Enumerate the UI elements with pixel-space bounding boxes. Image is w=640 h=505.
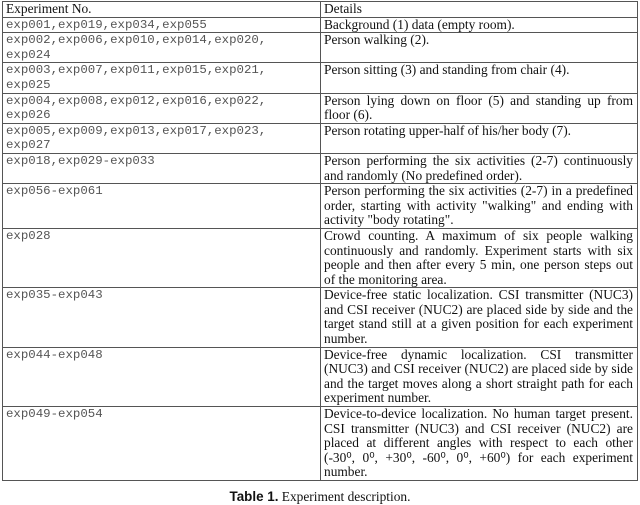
table-row: [3, 228, 638, 287]
experiment-ids: exp001,exp019,exp034,exp055: [3, 17, 321, 33]
experiment-details: Device-to-device localization. No human target present. CSI transmitter (NUC3) and CSI receiver (NUC2) are placed at different angles with respect to each other (-30⁰, 0⁰, +30⁰, -60⁰, 0⁰, +60⁰) for each experiment number.: [321, 407, 638, 481]
experiment-details: Crowd counting. A maximum of six people walking continuously and randomly. Experiment starts with six people and then after every 5 min, one person steps out of the monitoring area.: [321, 228, 638, 287]
table-row: [3, 288, 638, 347]
experiment-ids: exp028: [3, 228, 321, 287]
experiment-details: Person rotating upper-half of his/her body (7).: [321, 123, 638, 153]
table-row: [3, 153, 638, 183]
table-row: [3, 17, 638, 33]
table-caption: [2, 489, 638, 505]
caption-text: Experiment description.: [281, 489, 411, 504]
experiment-ids: exp018,exp029-exp033: [3, 153, 321, 183]
experiment-details: Background (1) data (empty room).: [321, 17, 638, 33]
experiment-details: Person walking (2).: [321, 33, 638, 63]
experiment-details: Person performing the six activities (2-7) in a predefined order, starting with activity "walking" and ending with activity "body rotating".: [321, 184, 638, 229]
experiment-ids: exp044-exp048: [3, 347, 321, 406]
experiment-details: Person sitting (3) and standing from chair (4).: [321, 63, 638, 93]
experiment-details: Device-free dynamic localization. CSI transmitter (NUC3) and CSI receiver (NUC2) are placed side by side and the target moves along a short straight path for each experiment number.: [321, 347, 638, 406]
experiment-ids: exp035-exp043: [3, 288, 321, 347]
experiment-details: Person performing the six activities (2-7) continuously and randomly (No predefined order).: [321, 153, 638, 183]
experiment-details: Person lying down on floor (5) and standing up from floor (6).: [321, 93, 638, 123]
experiment-ids: exp003,exp007,exp011,exp015,exp021, exp025: [3, 63, 321, 93]
experiment-ids: exp004,exp008,exp012,exp016,exp022, exp026: [3, 93, 321, 123]
table-row: [3, 184, 638, 229]
header-experiment-no: Experiment No.: [3, 2, 321, 18]
table-header-row: [3, 2, 638, 18]
table-row: [3, 33, 638, 63]
table-row: [3, 63, 638, 93]
experiment-details: Device-free static localization. CSI transmitter (NUC3) and CSI receiver (NUC2) are placed side by side and the target stand still at a given position for each experiment number.: [321, 288, 638, 347]
caption-label: Table 1.: [229, 489, 279, 504]
table-row: [3, 407, 638, 481]
experiment-ids: exp005,exp009,exp013,exp017,exp023, exp027: [3, 123, 321, 153]
table-row: [3, 93, 638, 123]
table-row: [3, 123, 638, 153]
experiment-table: [2, 1, 638, 481]
experiment-ids: exp002,exp006,exp010,exp014,exp020, exp024: [3, 33, 321, 63]
experiment-ids: exp056-exp061: [3, 184, 321, 229]
experiment-ids: exp049-exp054: [3, 407, 321, 481]
table-row: [3, 347, 638, 406]
header-details: Details: [321, 2, 638, 18]
